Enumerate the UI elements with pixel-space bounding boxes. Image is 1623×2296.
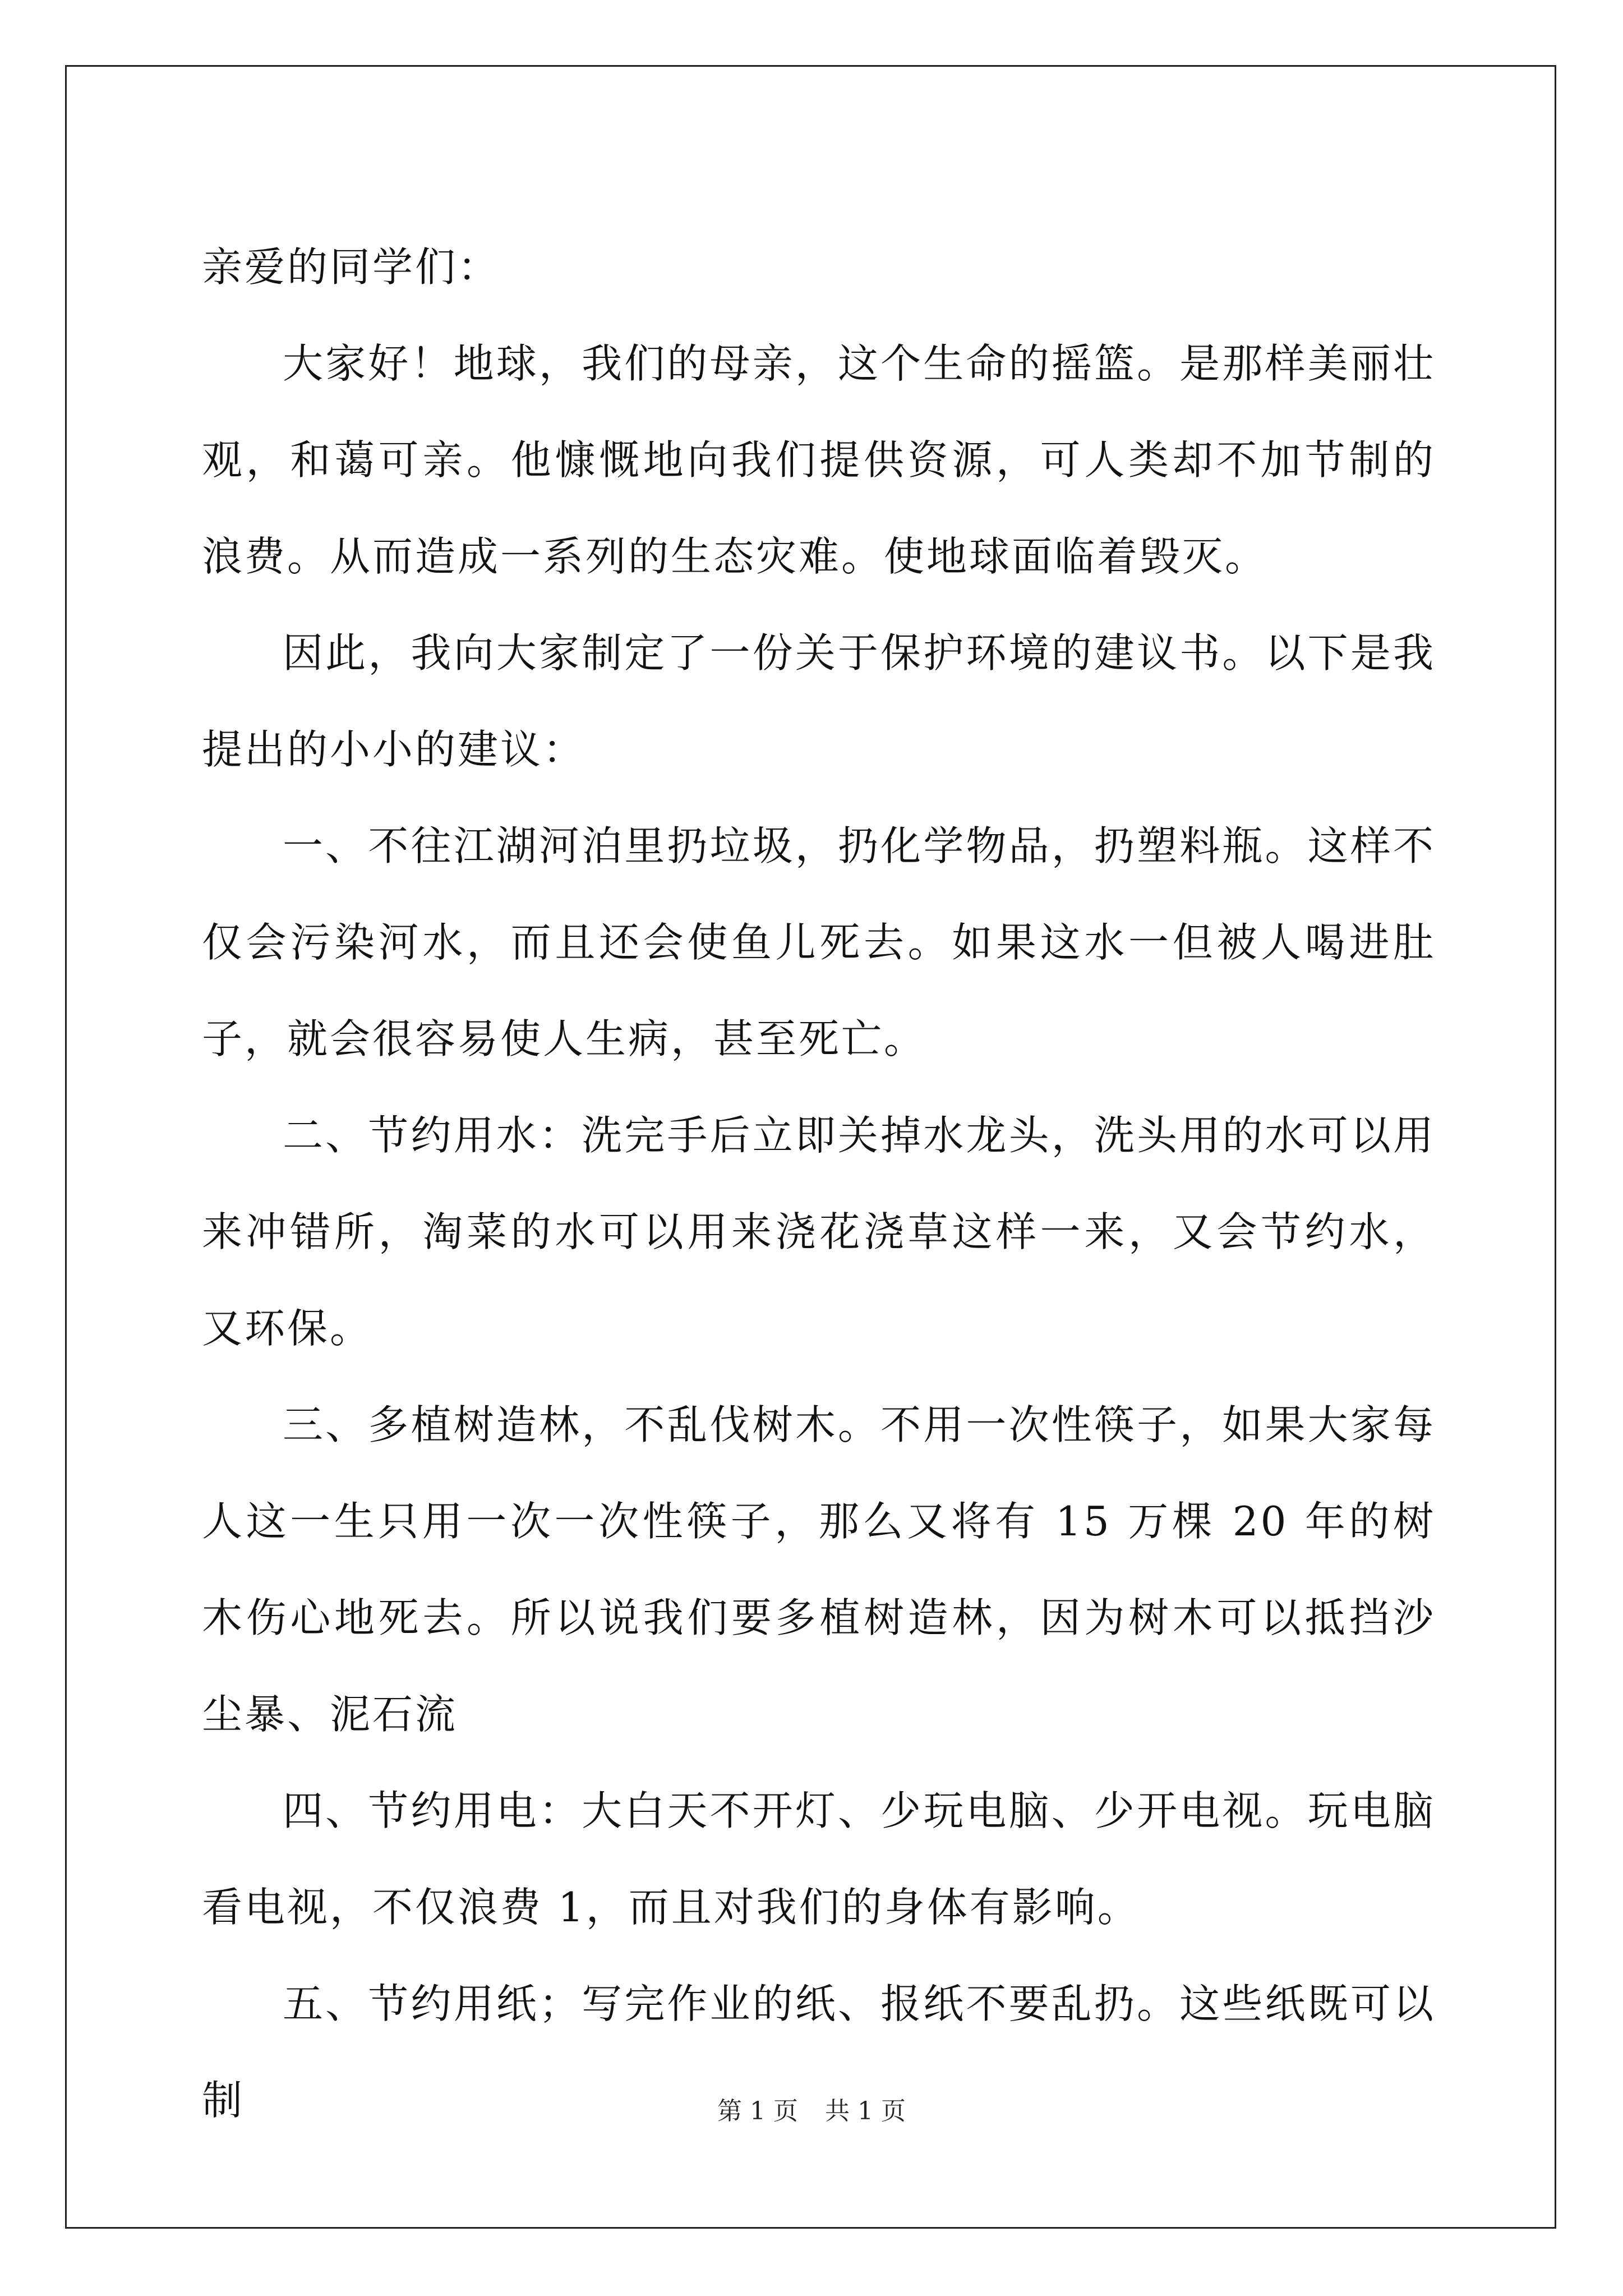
document-body xyxy=(202,219,1436,2148)
paragraph-suggestion-1: 一、不往江湖河泊里扔垃圾，扔化学物品，扔塑料瓶。这样不仅会污染河水，而且还会使鱼儿死去。如果这水一但被人喝进肚子，就会很容易使人生病，甚至死亡。 xyxy=(202,822,1436,1062)
page-number-total: 共 1 页 xyxy=(825,2097,906,2125)
paragraph-suggestion-2: 二、节约用水：洗完手后立即关掉水龙头，洗头用的水可以用来冲错所，淘菜的水可以用来浇花浇草这样一来，又会节约水，又环保。 xyxy=(202,1112,1436,1352)
paragraph-intro: 因此，我向大家制定了一份关于保护环境的建议书。以下是我提出的小小的建议： xyxy=(202,629,1436,773)
page-number-current: 第 1 页 xyxy=(717,2097,798,2125)
paragraph-greeting: 大家好！地球，我们的母亲，这个生命的摇篮。是那样美丽壮观，和蔼可亲。他慷慨地向我们提供资源，可人类却不加节制的浪费。从而造成一系列的生态灾难。使地球面临着毁灭。 xyxy=(202,340,1436,580)
page-footer xyxy=(0,2091,1623,2127)
paragraph-suggestion-3: 三、多植树造林，不乱伐树木。不用一次性筷子，如果大家每人这一生只用一次一次性筷子，那么又将有 15 万棵 20 年的树木伤心地死去。所以说我们要多植树造林，因为树木可以抵挡沙尘暴、泥石流 xyxy=(202,1401,1436,1738)
paragraph-suggestion-5: 五、节约用纸；写完作业的纸、报纸不要乱扔。这些纸既可以制 xyxy=(202,1980,1436,2124)
salutation: 亲爱的同学们： xyxy=(202,243,501,291)
paragraph-suggestion-4: 四、节约用电：大白天不开灯、少玩电脑、少开电视。玩电脑看电视，不仅浪费 1，而且对我们的身体有影响。 xyxy=(202,1787,1436,1931)
